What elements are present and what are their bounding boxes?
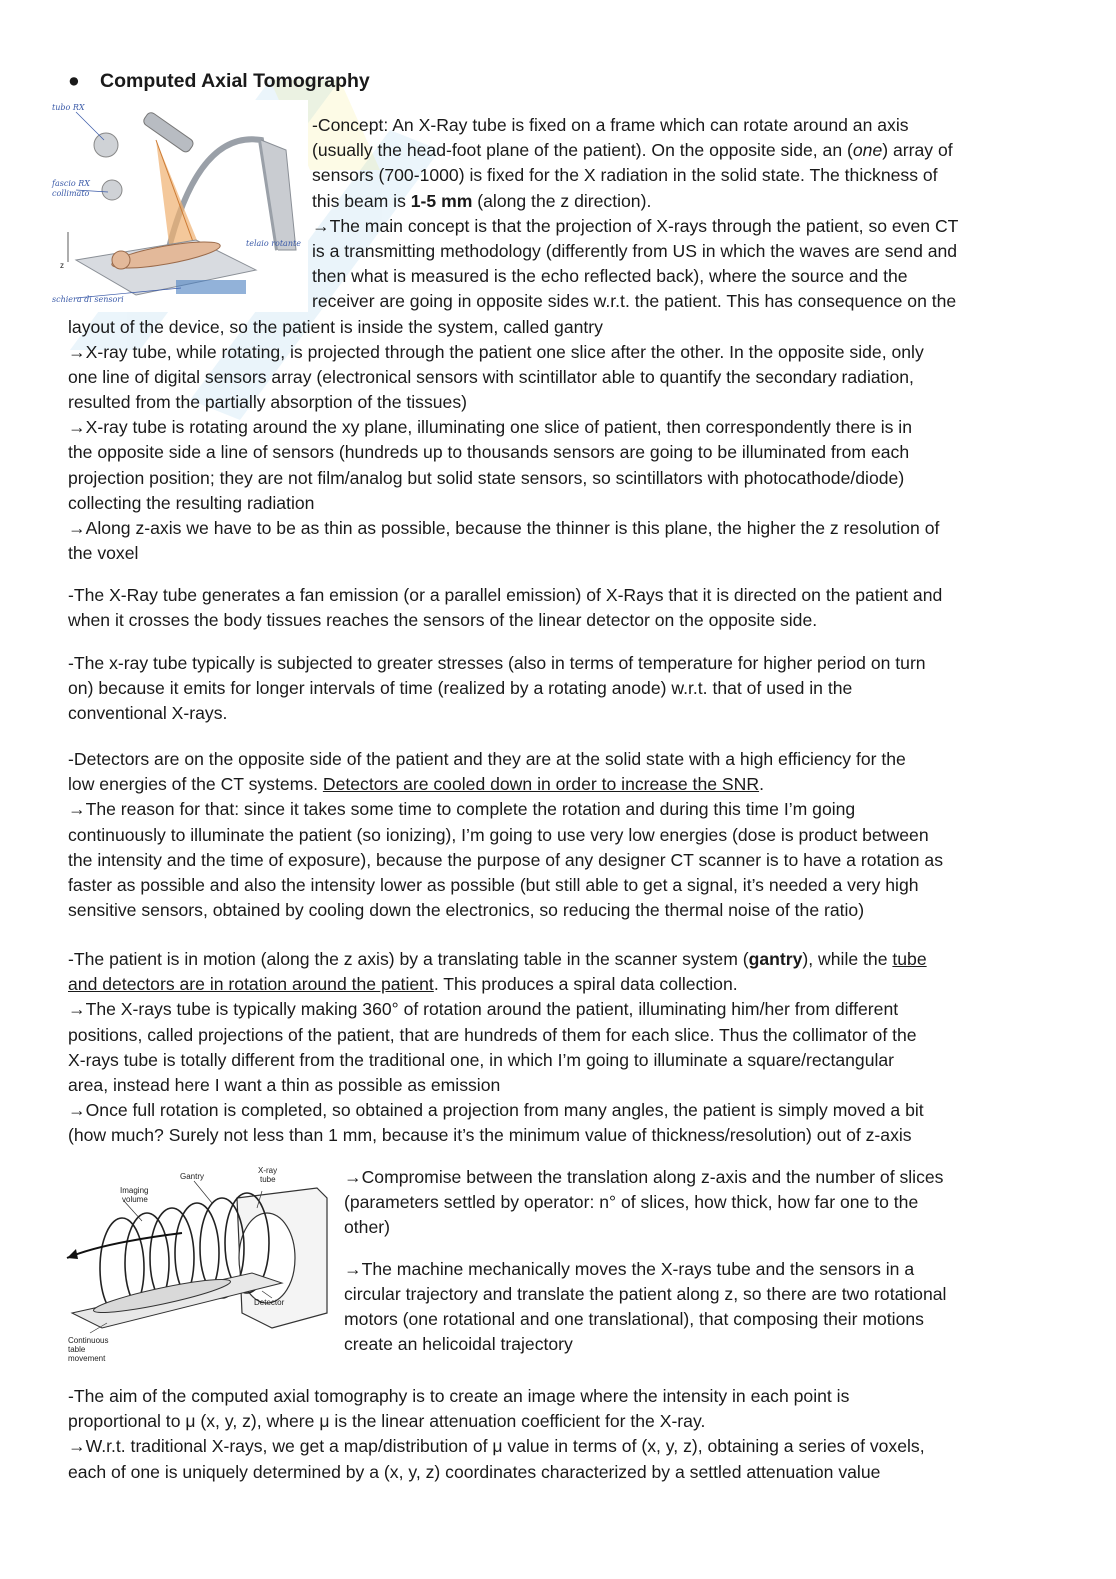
label-tube: tubo RX (52, 103, 85, 112)
text-line: resulted from the partially absorption of the tissues) (68, 392, 467, 413)
text-line: other) (344, 1217, 390, 1238)
helical-scan-figure (62, 1163, 330, 1371)
text-line: area, instead here I want a thin as possible as emission (68, 1074, 501, 1095)
text-line: on) because it emits for longer intervals of time (realized by a rotating anode) w.r.t. that of used in the (68, 678, 853, 699)
text-line: →Compromise between the translation along z-axis and the number of slices (344, 1167, 944, 1187)
text-line: →Once full rotation is completed, so obtained a projection from many angles, the patient is simply moved a bit (68, 1100, 924, 1121)
text-line: X-rays tube is totally different from the traditional one, in which I’m going to illuminate a square/rectangular (68, 1049, 895, 1070)
text-line: when it crosses the body tissues reaches the sensors of the linear detector on the opposite side. (68, 610, 818, 631)
text-line: →Along z-axis we have to be as thin as possible, because the thinner is this plane, the higher the z resolution of (68, 518, 940, 538)
bullet-icon: ● (68, 70, 80, 92)
paragraph-patient-motion (68, 947, 1053, 1149)
text-line: motors (one rotational and one translational), that composing their motions (344, 1308, 924, 1329)
label-gantry: Gantry (180, 1172, 205, 1181)
text-line: the opposite side a line of sensors (hundreds up to thousands sensors are going to be illuminated from each (68, 442, 910, 463)
text-line: (how much? Surely not less than 1 mm, because it’s the minimum value of thickness/resolution) out of z-axis (68, 1125, 912, 1146)
text-line: the voxel (68, 543, 139, 564)
text-line: low energies of the CT systems. Detectors are cooled down in order to increase the SNR. (68, 774, 764, 795)
label-beam-2: collimato (52, 189, 90, 198)
text-line: and detectors are in rotation around the patient. This produces a spiral data collection. (68, 974, 738, 995)
text-line: →The main concept is that the projection of X-rays through the patient, so even CT (312, 215, 959, 236)
label-beam-1: fascio RX (52, 179, 90, 188)
label-sensors: schiera di sensori (52, 295, 124, 304)
paragraph-tube-stress (68, 651, 1053, 727)
label-continuous: Continuous (68, 1336, 109, 1345)
text-line: one line of digital sensors array (electronical sensors with scintillator able to quantify the secondary radiation, (68, 366, 914, 387)
label-xray: X-ray (258, 1166, 278, 1175)
text-line: create an helicoidal trajectory (344, 1334, 573, 1355)
text-line: →The X-rays tube is typically making 360° of rotation around the patient, illuminating him/her from different (68, 999, 899, 1020)
text-line: circular trajectory and translate the patient along z, so there are two rotational (344, 1283, 947, 1304)
text-line: this beam is 1-5 mm (along the z direction). (312, 190, 652, 211)
label-z-axis: z (60, 261, 64, 270)
text-line: →X-ray tube, while rotating, is projected through the patient one slice after the other. In the opposite side, only (68, 341, 924, 362)
text-line: positions, called projections of the patient, that are hundreds of them for each slice. Thus the collimator of the (68, 1024, 917, 1045)
paragraph-fan-emission (68, 583, 1053, 633)
text-line: projection position; they are not film/analog but solid state sensors, so scintillators with photocathode/diode) (68, 467, 905, 488)
section-title (68, 70, 370, 93)
text-line: faster as possible and also the intensity lower as possible (but still able to get a signal, it’s needed a very high (68, 874, 919, 895)
paragraph-aim (68, 1384, 1053, 1485)
text-line: the intensity and the time of exposure), because the purpose of any designer CT scanner is to have a rotation as (68, 849, 943, 870)
text-line: receiver are going in opposite sides w.r.t. the patient. This has consequence on the (312, 291, 957, 312)
label-frame: telaio rotante (246, 239, 301, 248)
label-volume: volume (122, 1195, 148, 1204)
text-line: collecting the resulting radiation (68, 492, 315, 513)
text-line: -Detectors are on the opposite side of the patient and they are at the solid state with a high efficiency for the (68, 749, 906, 769)
text-line: each of one is uniquely determined by a (x, y, z) coordinates characterized by a settled attenuation value (68, 1461, 881, 1482)
text-line: proportional to μ (x, y, z), where μ is the linear attenuation coefficient for the X-ray. (68, 1411, 706, 1432)
label-table: table (68, 1345, 86, 1354)
text-line: conventional X-rays. (68, 703, 228, 724)
text-line: -The X-Ray tube generates a fan emission (or a parallel emission) of X-Rays that it is directed on the patient and (68, 585, 943, 605)
text-line: →The machine mechanically moves the X-rays tube and the sensors in a (344, 1258, 915, 1279)
text-line: (usually the head-foot plane of the patient). On the opposite side, an (one) array of (312, 140, 953, 161)
label-movement: movement (68, 1354, 106, 1363)
text-line: sensitive sensors, obtained by cooling down the electronics, so reducing the thermal noise of the ratio) (68, 900, 865, 921)
page-title: Computed Axial Tomography (100, 70, 370, 92)
text-line: (parameters settled by operator: n° of slices, how thick, how far one to the (344, 1192, 919, 1213)
paragraph-helical (344, 1165, 1044, 1357)
text-line: is a transmitting methodology (differently from US in which the waves are send and (312, 240, 958, 261)
label-detector: Detector (254, 1298, 285, 1307)
text-line: -The x-ray tube typically is subjected to greater stresses (also in terms of temperature for higher period on turn (68, 653, 926, 673)
text-line: -The aim of the computed axial tomography is to create an image where the intensity in each point is (68, 1386, 850, 1406)
paragraph-detectors (68, 747, 1053, 923)
label-imaging: Imaging (120, 1186, 149, 1195)
text-line: then what is measured is the echo reflected back), where the source and the (312, 266, 908, 287)
text-line: continuously to illuminate the patient (so ionizing), I’m going to use very low energies (dose is product between (68, 824, 929, 845)
text-line: →The reason for that: since it takes some time to complete the rotation and during this time I’m going (68, 799, 856, 820)
paragraph-concept (68, 113, 1053, 566)
text-line: layout of the device, so the patient is inside the system, called gantry (68, 316, 603, 337)
label-tube: tube (260, 1175, 276, 1184)
text-line: →X-ray tube is rotating around the xy plane, illuminating one slice of patient, then correspondently there is in (68, 417, 913, 438)
text-line: -Concept: An X-Ray tube is fixed on a frame which can rotate around an axis (312, 115, 909, 135)
text-line: sensors (700-1000) is fixed for the X radiation in the solid state. The thickness of (312, 165, 938, 186)
text-line: →W.r.t. traditional X-rays, we get a map/distribution of μ value in terms of (x, y, z), obtaining a series of voxels, (68, 1436, 925, 1457)
text-line: -The patient is in motion (along the z axis) by a translating table in the scanner system (gantry), while the tube (68, 949, 927, 969)
